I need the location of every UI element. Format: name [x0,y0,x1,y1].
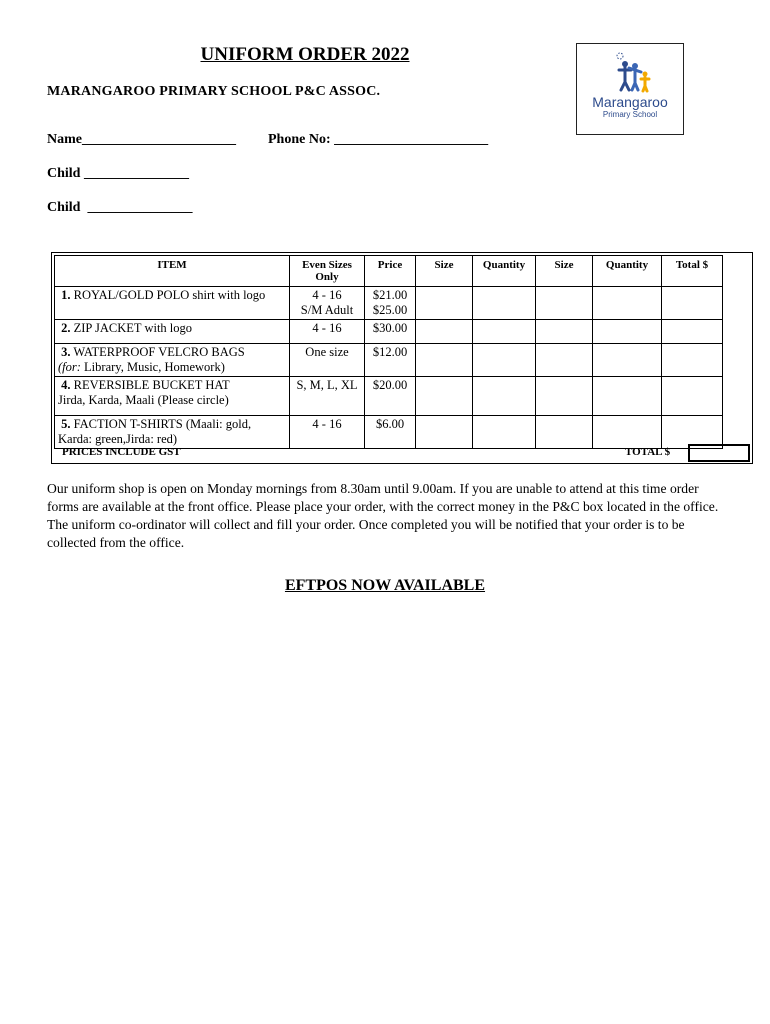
item-label: WATERPROOF VELCRO BAGS [73,345,245,359]
total-label: TOTAL $ [625,446,671,458]
size-input-cell[interactable] [416,320,473,344]
header-item: ITEM [55,256,290,287]
table-row [55,287,723,320]
school-logo [576,43,684,135]
quantity-input-cell[interactable] [593,344,662,377]
item-number: 4. [61,378,71,392]
item-cell [55,344,290,377]
table-row [55,344,723,377]
quantity-input-cell[interactable] [473,344,536,377]
order-table [54,255,723,449]
item-label: REVERSIBLE BUCKET HAT [73,378,230,392]
price-cell: $20.00 [365,377,416,416]
price-cell: $6.00 [365,416,416,449]
sizes-cell: 4 - 16 S/M Adult [290,287,365,320]
quantity-input-cell[interactable] [593,320,662,344]
phone-field: Phone No: ______________________ [268,132,489,147]
price-cell: $12.00 [365,344,416,377]
quantity-input-cell[interactable] [473,320,536,344]
item-number: 2. [61,321,71,335]
item-note: Jirda, Karda, Maali (Please circle) [58,393,229,407]
header-quantity-2: Quantity [593,256,662,287]
school-name: MARANGAROO PRIMARY SCHOOL P&C ASSOC. [47,84,381,99]
item-note-label: (for: [58,360,81,374]
header-total: Total $ [662,256,723,287]
sizes-cell: 4 - 16 [290,320,365,344]
sizes-cell: 4 - 16 [290,416,365,449]
sizes-cell: S, M, L, XL [290,377,365,416]
size-input-cell[interactable] [416,416,473,449]
size-input-cell[interactable] [536,416,593,449]
quantity-input-cell[interactable] [593,377,662,416]
item-label: FACTION T-SHIRTS (Maali: gold, Karda: green,Jirda: red) [58,417,252,446]
table-row [55,377,723,416]
item-number: 1. [61,288,71,302]
total-input-cell[interactable] [662,344,723,377]
header-size-1: Size [416,256,473,287]
item-label: ZIP JACKET with logo [73,321,193,335]
eftpos-notice: EFTPOS NOW AVAILABLE [284,577,486,594]
grand-total-box[interactable] [688,444,750,462]
item-cell [55,287,290,320]
quantity-input-cell[interactable] [473,416,536,449]
table-row [55,416,723,449]
size-input-cell[interactable] [536,344,593,377]
sizes-cell: One size [290,344,365,377]
size-input-cell[interactable] [416,377,473,416]
header-quantity-1: Quantity [473,256,536,287]
name-field: Name______________________ [47,132,236,147]
item-number: 3. [61,345,71,359]
header-even-sizes: Even Sizes Only [290,256,365,287]
total-input-cell[interactable] [662,287,723,320]
quantity-input-cell[interactable] [593,416,662,449]
info-paragraph: Our uniform shop is open on Monday mornings from 8.30am until 9.00am. If you are unable to attend at this time order forms are available at the front office. Please place your order, with the correct money in the P&C box located in the office. The uniform co-ordinator will collect and fill your order. Once completed you will be notified that your order is to be collected from the office. [47,481,719,550]
child-field-1: Child _______________ [47,166,189,181]
size-input-cell[interactable] [536,287,593,320]
price-cell: $30.00 [365,320,416,344]
total-input-cell[interactable] [662,377,723,416]
item-cell [55,416,290,449]
quantity-input-cell[interactable] [473,377,536,416]
quantity-input-cell[interactable] [593,287,662,320]
table-row [55,320,723,344]
item-note: Library, Music, Homework) [80,360,225,374]
child-field-2: Child _______________ [47,200,193,215]
logo-subtitle: Primary School [602,110,658,119]
header-size-2: Size [536,256,593,287]
size-input-cell[interactable] [416,344,473,377]
item-cell [55,377,290,416]
prices-include-gst: PRICES INCLUDE GST [62,446,181,458]
price-cell: $21.00 $25.00 [365,287,416,320]
total-input-cell[interactable] [662,320,723,344]
item-number: 5. [61,417,71,431]
logo-figures-icon [577,44,683,94]
item-label: ROYAL/GOLD POLO shirt with logo [73,288,266,302]
logo-name: Marangaroo [592,94,668,110]
table-header-row [55,256,723,287]
page-title: UNIFORM ORDER 2022 [200,44,410,65]
item-cell [55,320,290,344]
size-input-cell[interactable] [416,287,473,320]
size-input-cell[interactable] [536,377,593,416]
header-price: Price [365,256,416,287]
quantity-input-cell[interactable] [473,287,536,320]
size-input-cell[interactable] [536,320,593,344]
